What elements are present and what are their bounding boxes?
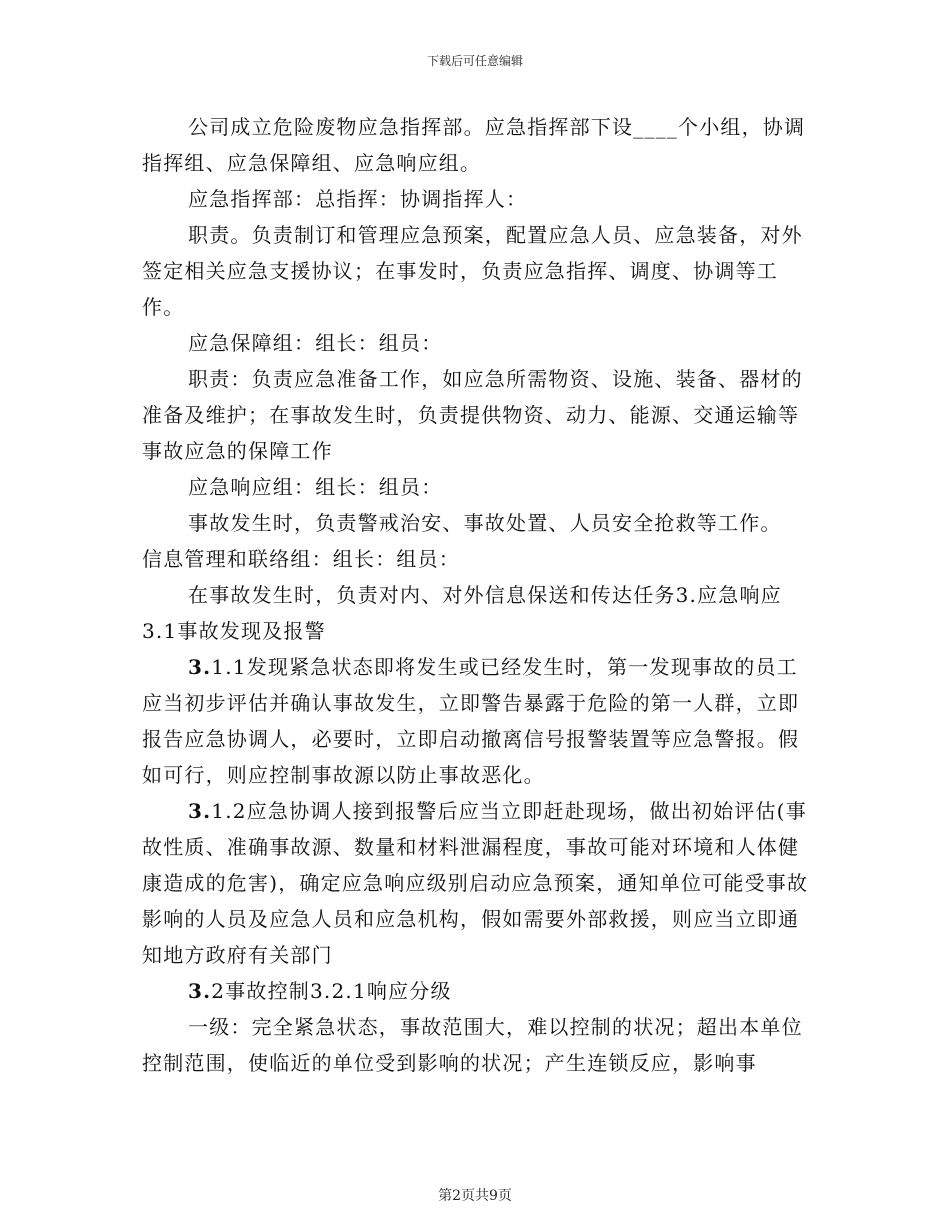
page-footer: 第2页共9页 — [438, 1188, 512, 1204]
page-header: 下载后可任意编辑 — [426, 54, 523, 68]
paragraph: 应急保障组：组长：组员： — [188, 331, 443, 355]
paragraph: 应急响应组：组长：组员： — [188, 475, 443, 499]
document-body — [142, 109, 812, 1081]
paragraph: 3.2事故控制3.2.1响应分级 — [188, 979, 452, 1003]
section-number: 3. — [188, 979, 212, 1003]
paragraph: 3.1.1发现紧急状态即将发生或已经发生时，第一发现事故的员工应当初步评估并确认事故发生，立即警告暴露于危险的第一人群，立即报告应急协调人，必要时，立即启动撤离信号报警装置等应急警报。假如可行，则应控制事故源以防止事故恶化。 — [142, 655, 800, 787]
section-number: 3. — [188, 655, 212, 679]
paragraph: 应急指挥部：总指挥：协调指挥人： — [188, 187, 528, 211]
paragraph: 3.1.2应急协调人接到报警后应当立即赶赴现场，做出初始评估(事故性质、准确事故源、数量和材料泄漏程度，事故可能对环境和人体健康造成的危害)，确定应急响应级别启动应急预案，通知单位可能受事故影响的人员及应急人员和应急机构，假如需要外部救援，则应当立即通知地方政府有关部门 — [142, 799, 809, 967]
paragraph: 一级：完全紧急状态，事故范围大，难以控制的状况；超出本单位控制范围，使临近的单位受到影响的状况；产生连锁反应，影响事 — [142, 1015, 803, 1075]
paragraph: 职责。负责制订和管理应急预案，配置应急人员、应急装备，对外签定相关应急支援协议；在事发时，负责应急指挥、调度、协调等工作。 — [142, 223, 803, 319]
paragraph: 职责：负责应急准备工作，如应急所需物资、设施、装备、器材的准备及维护；在事故发生时，负责提供物资、动力、能源、交通运输等事故应急的保障工作 — [142, 367, 803, 463]
paragraph: 在事故发生时，负责对内、对外信息保送和传达任务3.应急响应3.1事故发现及报警 — [142, 583, 782, 643]
section-number: 3. — [188, 799, 212, 823]
paragraph: 事故发生时，负责警戒治安、事故处置、人员安全抢救等工作。 — [188, 511, 782, 535]
paragraph: 公司成立危险废物应急指挥部。应急指挥部下设____个小组，协调指挥组、应急保障组、应急响应组。 — [142, 115, 806, 175]
paragraph: 信息管理和联络组：组长：组员： — [142, 547, 460, 571]
